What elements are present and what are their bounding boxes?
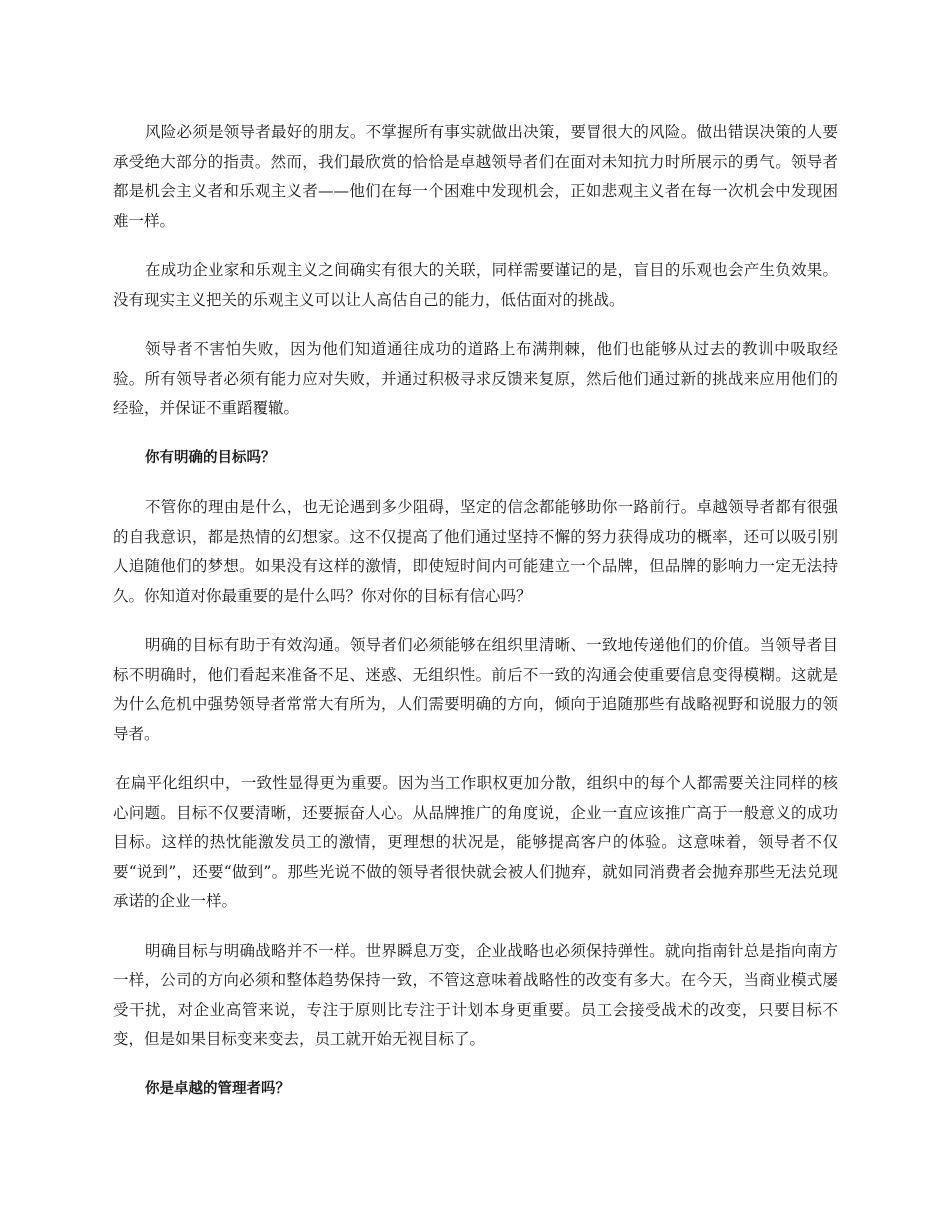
paragraph-communication: 明确的目标有助于有效沟通。领导者们必须能够在组织里清晰、一致地传递他们的价值。当领导者目标不明确时，他们看起来准备不足、迷惑、无组织性。前后不一致的沟通会使重要信息变得模糊。这就是为什么危机中强势领导者常常大有所为，人们需要明确的方向，倾向于追随那些有战略视野和说服力的领导者。 [113,636,838,743]
section-heading-manager: 你是卓越的管理者吗？ [145,1080,290,1097]
paragraph-risk: 风险必须是领导者最好的朋友。不掌握所有事实就做出决策，要冒很大的风险。做出错误决策的人要承受绝大部分的指责。然而，我们最欣赏的恰恰是卓越领导者们在面对未知抗力时所展示的勇气。领导者都是机会主义者和乐观主义者——他们在每一个困难中发现机会，正如悲观主义者在每一次机会中发现困难一样。 [113,123,838,230]
paragraph-belief: 不管你的理由是什么，也无论遇到多少阻碍，坚定的信念都能够助你一路前行。卓越领导者都有很强的自我意识，都是热情的幻想家。这不仅提高了他们通过坚持不懈的努力获得成功的概率，还可以吸引别人追随他们的梦想。如果没有这样的激情，即使短时间内可能建立一个品牌，但品牌的影响力一定无法持久。你知道对你最重要的是什么吗？你对你的目标有信心吗？ [113,498,838,605]
paragraph-strategy: 明确目标与明确战略并不一样。世界瞬息万变，企业战略也必须保持弹性。就向指南针总是指向南方一样，公司的方向必须和整体趋势保持一致，不管这意味着战略性的改变有多大。在今天，当商业模式屡受干扰，对企业高管来说，专注于原则比专注于计划本身更重要。员工会接受战术的改变，只要目标不变，但是如果目标变来变去，员工就开始无视目标了。 [113,941,838,1048]
document-body [113,118,838,1124]
section-heading-clear-goals: 你有明确的目标吗？ [145,449,276,466]
paragraph-optimism: 在成功企业家和乐观主义之间确实有很大的关联，同样需要谨记的是，盲目的乐观也会产生负效果。没有现实主义把关的乐观主义可以让人高估自己的能力，低估面对的挑战。 [113,261,838,309]
paragraph-consistency: 在扁平化组织中，一致性显得更为重要。因为当工作职权更加分散，组织中的每个人都需要关注同样的核心问题。目标不仅要清晰，还要振奋人心。从品牌推广的角度说，企业一直应该推广高于一般意义的成功目标。这样的热忱能激发员工的激情，更理想的状况是，能够提高客户的体验。这意味着，领导者不仅要“说到”，还要“做到”。那些光说不做的领导者很快就会被人们抛弃，就如同消费者会抛弃那些无法兑现承诺的企业一样。 [113,774,838,910]
paragraph-failure: 领导者不害怕失败，因为他们知道通往成功的道路上布满荆棘，他们也能够从过去的教训中吸取经验。所有领导者必须有能力应对失败，并通过积极寻求反馈来复原，然后他们通过新的挑战来应用他们的经验，并保证不重蹈覆辙。 [113,340,838,417]
